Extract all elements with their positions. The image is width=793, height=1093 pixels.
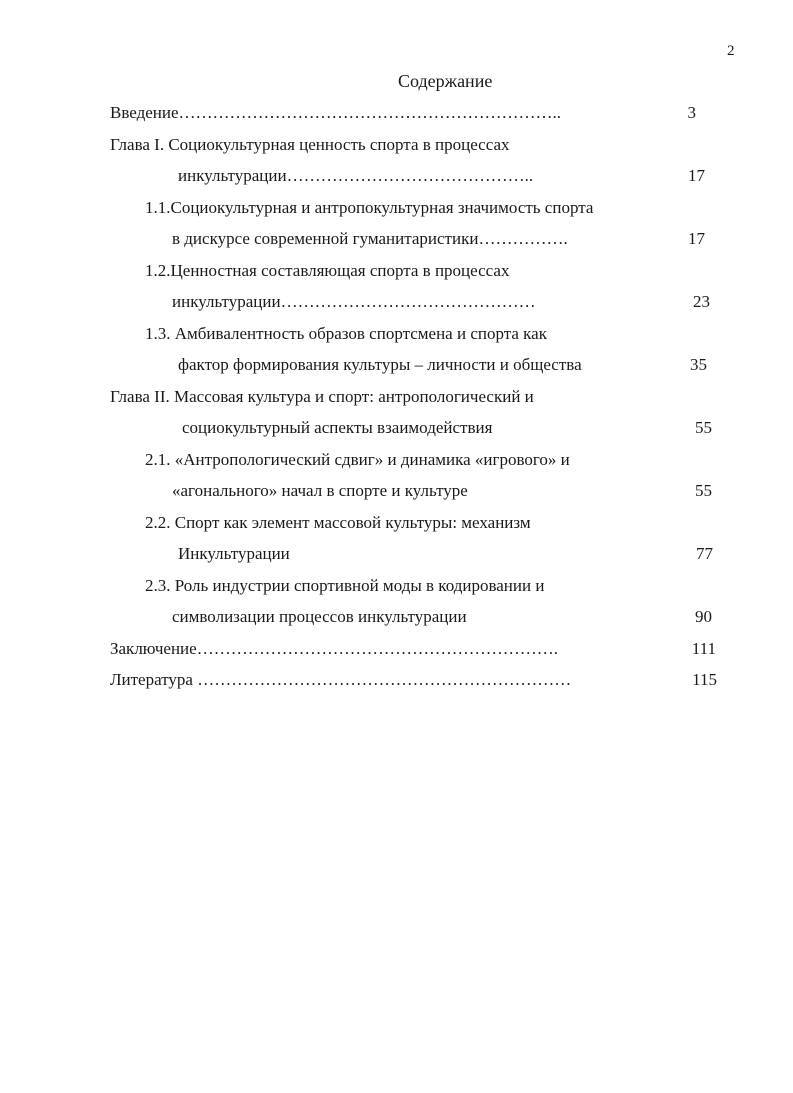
toc-entry-section-1-1-line-2: в дискурсе современной гуманитаристики……………. bbox=[172, 229, 568, 248]
toc-entry-section-2-1-line-2: «агонального» начал в спорте и культуре bbox=[172, 481, 468, 500]
toc-entry-chapter-2-line-2: социокультурный аспекты взаимодействия bbox=[182, 418, 493, 437]
toc-entry-section-2-1-line-1: 2.1. «Антропологический сдвиг» и динамика «игрового» и bbox=[145, 450, 570, 469]
toc-page-chapter-2: 55 bbox=[695, 418, 712, 437]
toc-entry-section-1-2-line-2: инкультурации……………………………………… bbox=[172, 292, 536, 311]
page-number: 2 bbox=[727, 43, 735, 59]
toc-page-section-1-1: 17 bbox=[688, 229, 705, 248]
toc-page-conclusion: 111 bbox=[691, 639, 716, 658]
toc-page-chapter-1: 17 bbox=[688, 166, 705, 185]
toc-entry-section-1-1-line-1: 1.1.Социокультурная и антропокультурная значимость спорта bbox=[145, 198, 594, 217]
toc-page-section-2-2: 77 bbox=[696, 544, 713, 563]
toc-page-section-2-1: 55 bbox=[695, 481, 712, 500]
toc-page-section-1-2: 23 bbox=[693, 292, 710, 311]
page-title: Содержание bbox=[398, 71, 493, 91]
toc-entry-intro: Введение………………………………………………………….. bbox=[110, 103, 562, 122]
toc-entry-section-2-3-line-2: символизации процессов инкультурации bbox=[172, 607, 467, 626]
toc-entry-conclusion: Заключение………………………………………………………. bbox=[110, 639, 558, 658]
toc-entry-literature: Литература ………………………………………………………… bbox=[110, 670, 572, 689]
toc-page-intro: 3 bbox=[687, 103, 696, 122]
toc-entry-chapter-1-line-1: Глава I. Социокультурная ценность спорта в процессах bbox=[110, 135, 510, 154]
toc-entry-section-1-3-line-1: 1.3. Амбивалентность образов спортсмена и спорта как bbox=[145, 324, 547, 343]
toc-entry-section-2-3-line-1: 2.3. Роль индустрии спортивной моды в кодировании и bbox=[145, 576, 545, 595]
toc-entry-chapter-2-line-1: Глава II. Массовая культура и спорт: антропологический и bbox=[110, 387, 534, 406]
toc-entry-section-2-2-line-2: Инкультурации bbox=[178, 544, 290, 563]
toc-page-literature: 115 bbox=[692, 670, 717, 689]
toc-page-section-1-3: 35 bbox=[690, 355, 707, 374]
toc-entry-section-2-2-line-1: 2.2. Спорт как элемент массовой культуры: механизм bbox=[145, 513, 531, 532]
toc-page-section-2-3: 90 bbox=[695, 607, 712, 626]
toc-entry-section-1-2-line-1: 1.2.Ценностная составляющая спорта в процессах bbox=[145, 261, 510, 280]
toc-entry-chapter-1-line-2: инкультурации…………………………………….. bbox=[178, 166, 534, 185]
toc-entry-section-1-3-line-2: фактор формирования культуры – личности и общества bbox=[178, 355, 582, 374]
